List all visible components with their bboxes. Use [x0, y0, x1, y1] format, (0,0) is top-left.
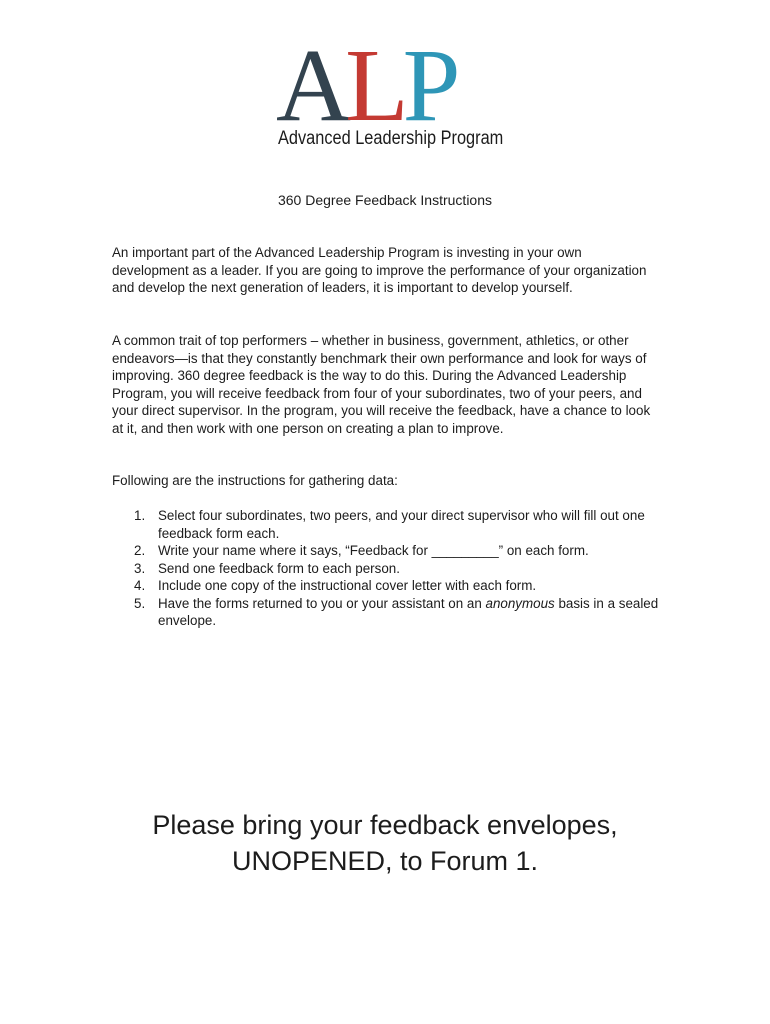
- anonymous-emphasis: anonymous: [485, 595, 555, 611]
- step-text: Select four subordinates, two peers, and your direct supervisor who will fill out one feedback form each.: [158, 508, 645, 541]
- closing-line-1: Please bring your feedback envelopes,: [152, 810, 618, 840]
- step-number: 3.: [134, 560, 146, 576]
- logo-letter-l: L: [345, 28, 403, 143]
- instructions-lead-in: Following are the instructions for gathering data:: [112, 473, 398, 488]
- step-number: 2.: [134, 543, 146, 558]
- logo-program-name: Advanced Leadership Program: [278, 128, 504, 149]
- intro-paragraph: An important part of the Advanced Leadership Program is investing in your own development as a leader. If you are going to improve the performance of your organization and develop the next generation of leaders, it is important to develop yourself.: [112, 245, 647, 295]
- list-item: [112, 507, 660, 542]
- step-number: 4.: [134, 578, 146, 593]
- list-item: [112, 577, 660, 595]
- logo-letter-p: P: [402, 28, 455, 143]
- step-text-end: basis in a sealed envelope.: [158, 595, 659, 628]
- list-item: [112, 542, 660, 560]
- step-text-start: Have the forms returned to you or your assistant on an: [158, 595, 486, 611]
- closing-line-2: UNOPENED, to Forum 1.: [231, 846, 539, 876]
- step-text: Include one copy of the instructional cover letter with each form.: [158, 578, 537, 593]
- closing-reminder: [0, 807, 770, 879]
- step-text: Send one feedback form to each person.: [158, 560, 400, 576]
- step-text: Write your name where it says, “Feedback for _________” on each form.: [158, 543, 589, 558]
- benchmark-paragraph: A common trait of top performers – whether in business, government, athletics, or other endeavors—is that they constantly benchmark their own performance and look for ways of improving. 360 degree feedback is the way to do this. During the Advanced Leadership Program, you will receive feedback from four of your subordinates, two of your peers, and your direct supervisor. In the program, you will receive the feedback, have a chance to look at it, and then work with one person on creating a plan to improve.: [112, 333, 651, 436]
- alp-logo: [270, 28, 510, 164]
- step-number: 5.: [134, 595, 146, 611]
- step-number: 1.: [134, 508, 146, 523]
- list-item: [112, 560, 660, 578]
- logo-letter-a: A: [276, 28, 346, 143]
- list-item: [112, 595, 660, 630]
- step-text: [158, 596, 658, 629]
- instruction-steps: [112, 507, 660, 630]
- document-title: 360 Degree Feedback Instructions: [277, 192, 492, 208]
